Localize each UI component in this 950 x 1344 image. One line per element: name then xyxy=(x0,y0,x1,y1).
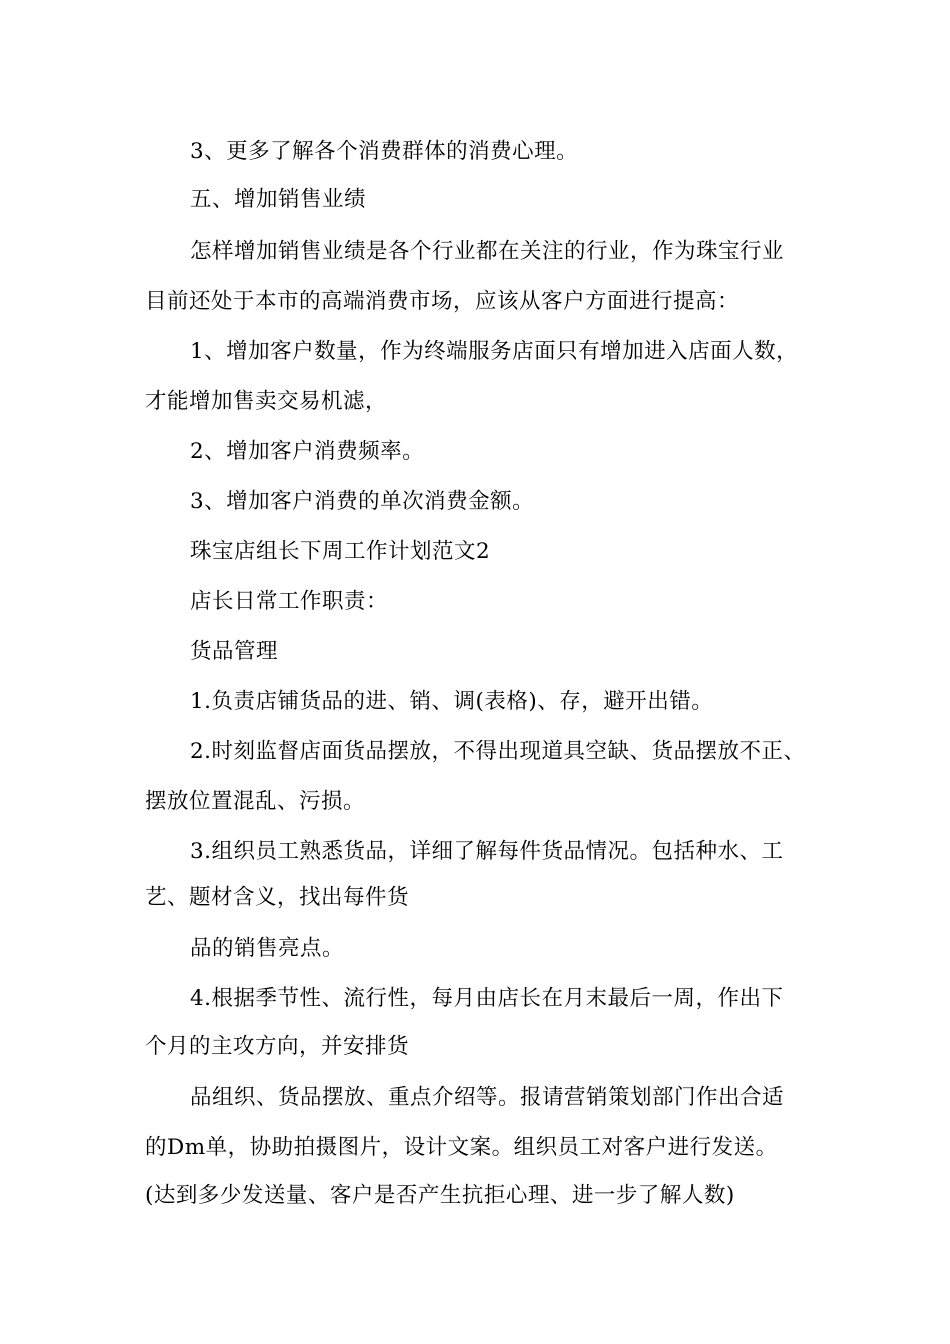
section-heading: 店长日常工作职责： xyxy=(190,589,389,614)
text-line: 目前还处于本市的高端消费市场，应该从客户方面进行提高： xyxy=(145,289,740,314)
text-line: 摆放位置混乱、污损。 xyxy=(145,789,366,814)
text-line: 2.时刻监督店面货品摆放，不得出现道具空缺、货品摆放不正、 xyxy=(190,739,806,764)
text-line: 才能增加售卖交易机滤， xyxy=(145,389,388,414)
text-line: 3、更多了解各个消费群体的消费心理。 xyxy=(190,139,579,164)
section-heading: 货品管理 xyxy=(190,639,279,664)
text-line: 品组织、货品摆放、重点介绍等。报请营销策划部门作出合适 xyxy=(190,1085,785,1110)
text-line: 品的销售亮点。 xyxy=(190,936,345,961)
text-line: 的Dm单，协助拍摄图片，设计文案。组织员工对客户进行发送。 xyxy=(145,1135,778,1160)
text-line: 3.组织员工熟悉货品，详细了解每件货品情况。包括种水、工 xyxy=(190,839,784,864)
text-line: 个月的主攻方向，并安排货 xyxy=(145,1034,410,1059)
text-line: 艺、题材含义，找出每件货 xyxy=(145,885,410,910)
text-line: (达到多少发送量、客户是否产生抗拒心理、进一步了解人数) xyxy=(145,1183,735,1208)
document-title: 珠宝店组长下周工作计划范文2 xyxy=(190,539,491,564)
text-line: 2、增加客户消费频率。 xyxy=(190,439,425,464)
section-heading: 五、增加销售业绩 xyxy=(190,187,367,212)
text-line: 3、增加客户消费的单次消费金额。 xyxy=(190,489,535,514)
text-line: 1、增加客户数量，作为终端服务店面只有增加进入店面人数， xyxy=(190,339,799,364)
text-line: 4.根据季节性、流行性，每月由店长在月末最后一周，作出下 xyxy=(190,986,784,1011)
text-line: 1.负责店铺货品的进、销、调(表格)、存，避开出错。 xyxy=(190,689,714,714)
text-line: 怎样增加销售业绩是各个行业都在关注的行业，作为珠宝行业 xyxy=(190,239,785,264)
